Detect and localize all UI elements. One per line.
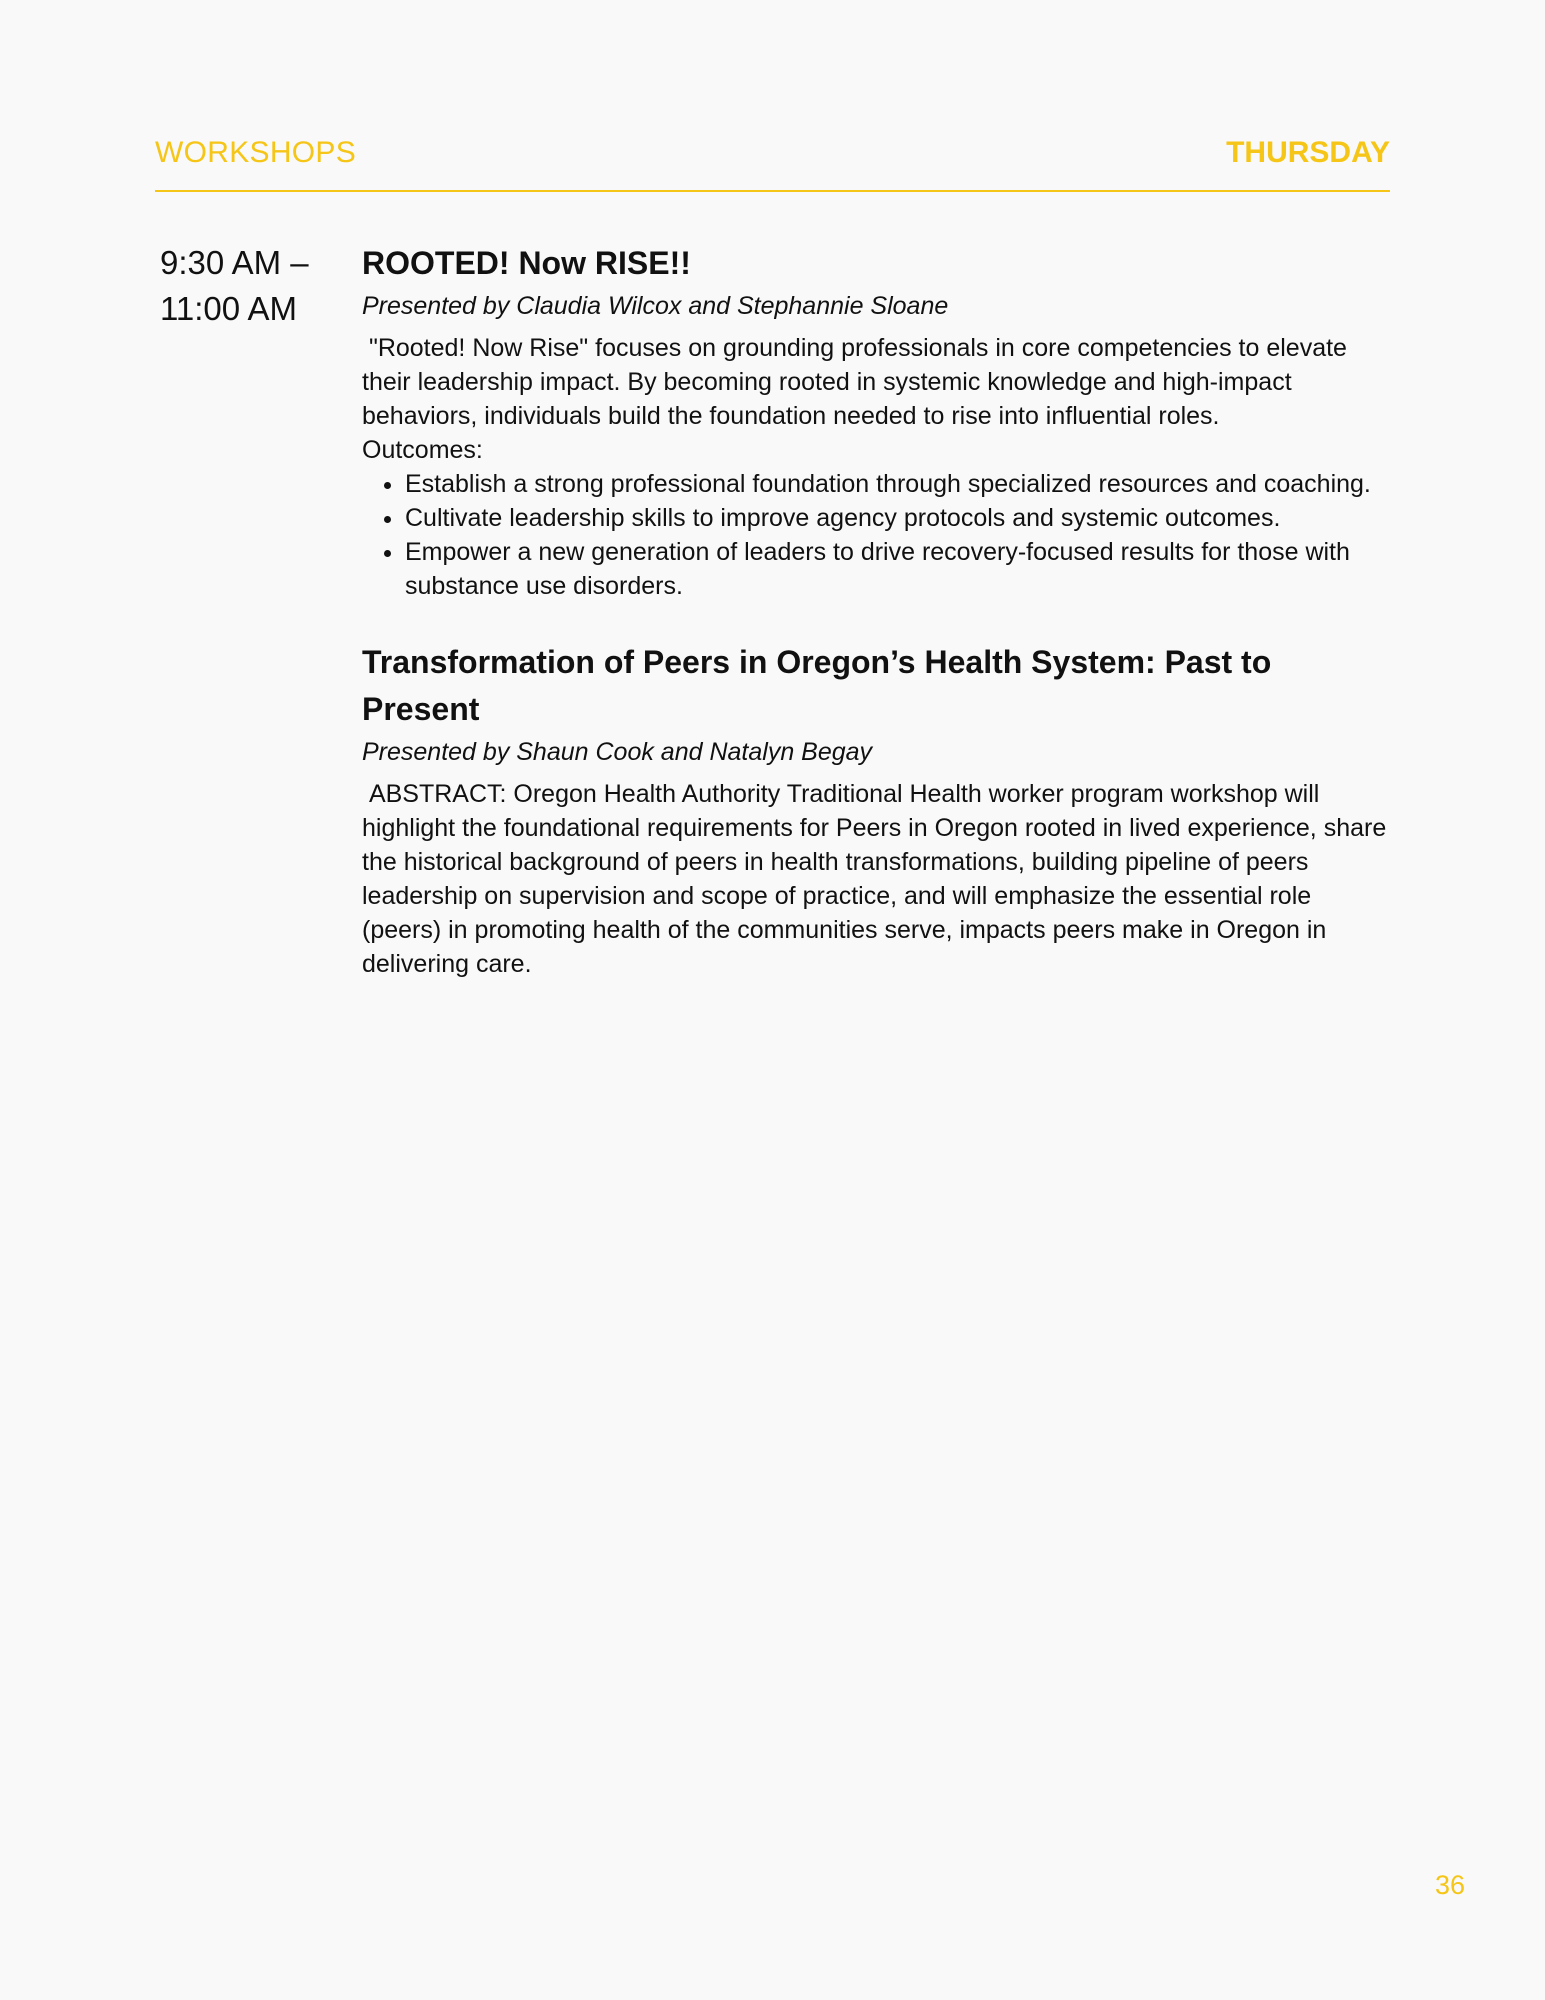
time-end: 11:00 AM: [160, 290, 297, 327]
outcomes-list: [362, 467, 1392, 603]
outcome-item: • Establish a strong professional foundation through specialized resources and coaching.: [405, 467, 1392, 501]
section-label: WORKSHOPS: [155, 136, 357, 169]
day-label: THURSDAY: [1226, 136, 1390, 169]
outcome-item: • Empower a new generation of leaders to drive recovery-focused results for those with substance use disorders.: [405, 535, 1392, 603]
outcomes-label: Outcomes:: [362, 436, 483, 464]
session-presenters: Presented by Claudia Wilcox and Stephannie Sloane: [362, 292, 949, 320]
time-start: 9:30 AM –: [160, 244, 309, 281]
page-header: [155, 128, 1390, 192]
session-description: "Rooted! Now Rise" focuses on grounding professionals in core competencies to elevate their leadership impact. By becoming rooted in systemic knowledge and high-impact behaviors, individuals build the foundation needed to rise into influential roles.: [362, 334, 1347, 430]
session-description: ABSTRACT: Oregon Health Authority Traditional Health worker program workshop will highlight the foundational requirements for Peers in Oregon rooted in lived experience, share the historical background of peers in health transformations, building pipeline of peers leadership on supervision and scope of practice, and will emphasize the essential role (peers) in promoting health of the communities serve, impacts peers make in Oregon in delivering care.: [362, 780, 1387, 978]
session-title: ROOTED! Now RISE!!: [362, 245, 691, 281]
sessions-list: [362, 240, 1392, 981]
session-presenters: Presented by Shaun Cook and Natalyn Begay: [362, 738, 873, 766]
page-number: 36: [1435, 1870, 1466, 1900]
outcome-item: • Cultivate leadership skills to improve agency protocols and systemic outcomes.: [405, 501, 1392, 535]
session-rooted-now-rise: [362, 240, 1392, 603]
session-title: Transformation of Peers in Oregon’s Health System: Past to Present: [362, 644, 1272, 727]
time-slot: [160, 240, 350, 332]
session-transformation-of-peers: [362, 639, 1392, 981]
